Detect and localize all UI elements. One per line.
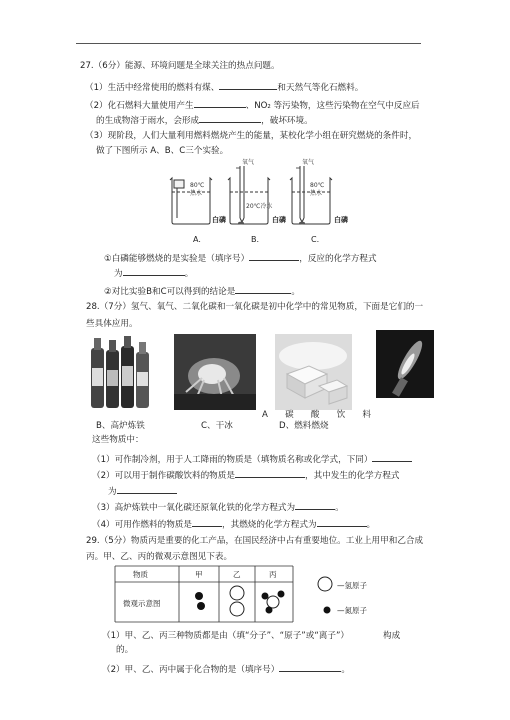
answer-blank[interactable] bbox=[317, 517, 367, 527]
hot-water-label-c2: 热水 bbox=[310, 190, 323, 197]
q28-item2-line2 bbox=[108, 484, 177, 498]
oxygen-label-c: 氧气 bbox=[302, 159, 315, 166]
caption-a: A 碳 酸 饮 料 bbox=[262, 410, 372, 420]
q28-title-line2: 些具体应用。 bbox=[86, 319, 138, 329]
answer-blank[interactable] bbox=[372, 452, 412, 462]
hot-water-label-a2: 热水 bbox=[190, 190, 203, 197]
q27-sub1-text-c: 为 bbox=[114, 269, 123, 279]
q27-part3: （3）现阶段，人们大量利用燃料燃烧产生的能量，某校化学小组在研究燃烧的条件时， bbox=[85, 131, 418, 141]
table-header-jia: 甲 bbox=[195, 570, 203, 579]
table-header-yi: 乙 bbox=[233, 570, 241, 579]
molecule-bing-atom bbox=[267, 596, 279, 608]
molecule-bing-atom bbox=[262, 593, 269, 600]
period: 。 bbox=[335, 503, 344, 513]
period: 。 bbox=[184, 269, 194, 279]
answer-blank[interactable] bbox=[249, 251, 299, 261]
q27-part2-text-b: 、NO₂ 等污染物，这些污染物在空气中反应后 bbox=[245, 101, 420, 111]
label-a: A. bbox=[193, 235, 201, 244]
q27-sub2 bbox=[104, 284, 300, 298]
answer-blank[interactable] bbox=[279, 662, 341, 672]
q28-title: 28.（7分）氢气、氧气、二氧化碳和一氧化碳是初中化学中的常见物质，下面是它们的一 bbox=[86, 302, 424, 312]
molecule-bing-atom bbox=[278, 591, 285, 598]
q28-item1 bbox=[92, 452, 412, 466]
q28-item2-text-a: （2）可以用于制作碳酸饮料的物质是 bbox=[92, 471, 235, 481]
phosphorus-lump-b bbox=[238, 222, 244, 225]
caption-b: B、高炉炼铁 bbox=[96, 421, 145, 431]
q29-item2 bbox=[102, 662, 350, 676]
legend-nitrogen: —氮原子 bbox=[337, 606, 367, 615]
q29-item1-text-b: 构成 bbox=[383, 631, 401, 641]
q29-item2-text: （2）甲、乙、丙中属于化合物的是（填序号） bbox=[102, 665, 280, 675]
q27-part2-text-d: ，破坏环境。 bbox=[261, 116, 313, 126]
q28-item3-text: （3）高炉炼铁中一氧化碳还原氧化铁的化学方程式为 bbox=[92, 503, 296, 513]
molecule-yi-atom bbox=[230, 586, 244, 600]
answer-blank[interactable] bbox=[235, 284, 291, 294]
answer-blank[interactable] bbox=[117, 484, 177, 494]
q29-item1-line2: 的。 bbox=[116, 645, 134, 655]
microstructure-table bbox=[113, 564, 443, 626]
answer-blank[interactable] bbox=[192, 517, 222, 527]
molecule-yi-atom bbox=[230, 602, 244, 616]
q28-item4-text-b: ，其燃烧的化学方程式为 bbox=[222, 520, 317, 530]
q27-part1 bbox=[85, 80, 363, 94]
period: 。 bbox=[291, 287, 300, 297]
answer-blank[interactable] bbox=[194, 98, 246, 108]
q27-part2-text-a: （2）化石燃料大量使用产生 bbox=[85, 101, 194, 111]
table-header-bing: 丙 bbox=[269, 570, 277, 579]
q27-part3-line2: 做了下图所示 A、B、C三个实验。 bbox=[96, 146, 229, 156]
answer-blank[interactable] bbox=[199, 113, 261, 123]
legend-hydrogen: —氢原子 bbox=[337, 581, 367, 590]
label-b: B. bbox=[251, 235, 260, 244]
answer-blank[interactable] bbox=[349, 629, 383, 638]
flame-photo bbox=[376, 330, 434, 398]
answer-blank[interactable] bbox=[235, 468, 305, 478]
q27-part1-text-a: （1）生活中经常使用的燃料有煤、 bbox=[85, 83, 220, 93]
q28-item2-text-c: 为 bbox=[108, 487, 117, 497]
cold-water-label: 20℃冷水 bbox=[246, 203, 273, 210]
q27-part2-line2 bbox=[96, 113, 313, 127]
period: 。 bbox=[366, 520, 376, 530]
oxygen-label-b: 氧气 bbox=[242, 159, 255, 166]
legend-open-circle bbox=[318, 577, 332, 591]
header-rule bbox=[76, 43, 421, 44]
q28-intro: 这些物质中： bbox=[92, 435, 144, 445]
experiment-figure bbox=[160, 158, 360, 246]
label-c: C. bbox=[311, 235, 320, 244]
molecule-jia-atom bbox=[195, 592, 203, 600]
q27-sub1-text-b: ，反应的化学方程式 bbox=[299, 254, 377, 264]
white-p-label-c: 白磷 bbox=[334, 216, 348, 224]
molecule-bing-atom bbox=[266, 607, 273, 614]
q27-sub1 bbox=[104, 251, 377, 265]
q27-sub1-line2 bbox=[114, 266, 193, 280]
dry-ice-photo bbox=[275, 334, 352, 410]
table-header-substance: 物质 bbox=[133, 570, 148, 579]
legend-filled-circle bbox=[324, 607, 331, 614]
hot-water-label-a: 80℃ bbox=[190, 182, 205, 189]
q28-item4 bbox=[92, 517, 375, 531]
q27-part2-text-c: 的生成物溶于雨水，会形成 bbox=[96, 116, 200, 126]
caption-d: D、燃料燃烧 bbox=[279, 421, 329, 431]
q29-title-line2: 丙。甲、乙、丙的微观示意图见下表。 bbox=[86, 552, 233, 562]
q29-item1-text-a: （1）甲、乙、丙三种物质都是由（填“分子”、“原子”或“离子”） bbox=[102, 631, 350, 641]
q28-item2-text-b: ，其中发生的化学方程式 bbox=[304, 471, 400, 481]
answer-blank[interactable] bbox=[219, 80, 277, 90]
white-phosphorus-sample bbox=[174, 180, 184, 188]
white-p-label-a: 白磷 bbox=[212, 216, 226, 224]
answer-blank[interactable] bbox=[123, 266, 185, 276]
caption-c: C、干冰 bbox=[201, 421, 233, 431]
q28-item3 bbox=[92, 500, 344, 514]
q29-title: 29.（5分）物质丙是重要的化工产品，在国民经济中占有重要地位。工业上用甲和乙合成 bbox=[86, 536, 424, 546]
phosphorus-lump-c bbox=[299, 222, 305, 225]
table-row-label: 微观示意图 bbox=[123, 599, 161, 608]
hot-water-label-c: 80℃ bbox=[310, 182, 325, 189]
blast-furnace-photo bbox=[174, 334, 256, 410]
molecule-jia-atom bbox=[197, 602, 205, 610]
white-p-label-b: 白磷 bbox=[272, 216, 286, 224]
q29-item1 bbox=[102, 629, 400, 642]
q28-item1-text: （1）可作制冷剂，用于人工降雨的物质是（填物质名称或化学式，下同） bbox=[92, 455, 373, 465]
answer-blank[interactable] bbox=[295, 500, 335, 510]
q27-title: 27.（6分）能源、环境问题是全球关注的热点问题。 bbox=[80, 61, 280, 71]
q28-item2 bbox=[92, 468, 400, 482]
q27-sub1-text-a: ①白磷能够燃烧的是实验是（填序号） bbox=[104, 254, 250, 264]
q28-item4-text-a: （4）可用作燃料的物质是 bbox=[92, 520, 192, 530]
beaker-b bbox=[228, 166, 273, 224]
soda-bottles-photo bbox=[89, 334, 153, 410]
period: 。 bbox=[341, 665, 350, 675]
q27-part1-text-b: 和天然气等化石燃料。 bbox=[277, 83, 364, 93]
q27-sub2-text: ②对比实验B和C可以得到的结论是 bbox=[104, 287, 236, 297]
q27-part2 bbox=[85, 98, 420, 112]
